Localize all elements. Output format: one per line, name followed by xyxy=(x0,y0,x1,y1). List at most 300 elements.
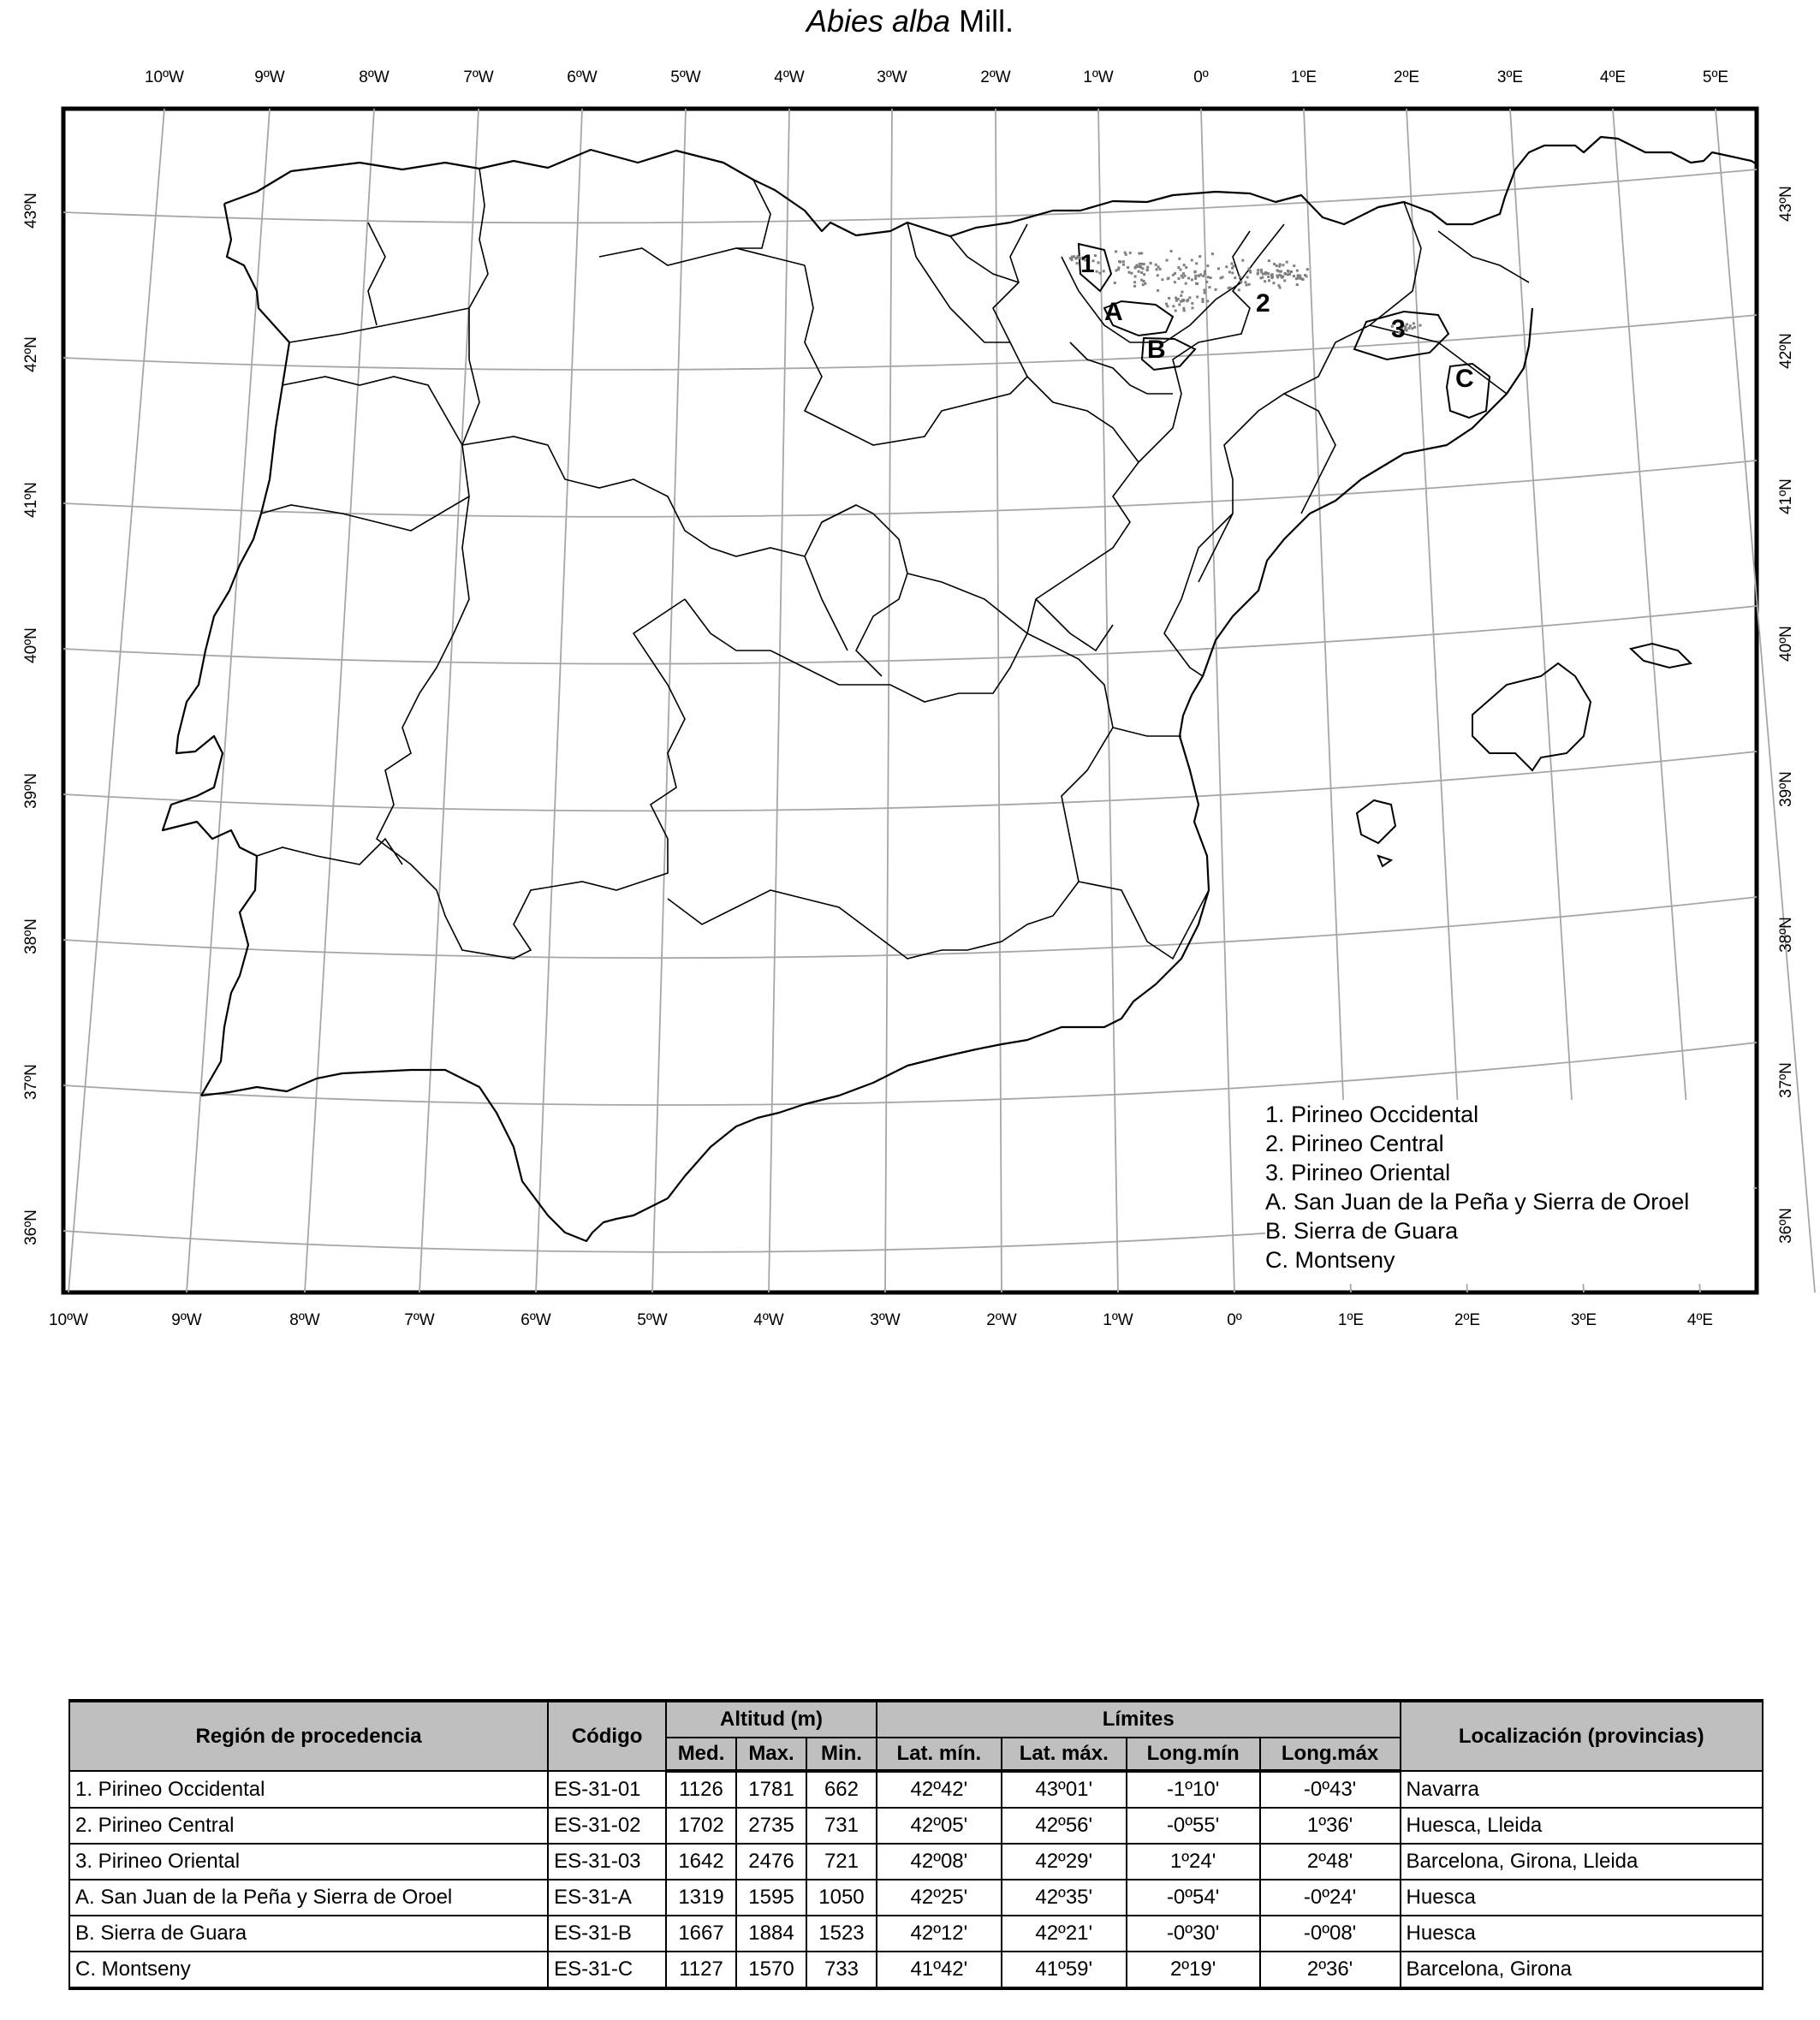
distribution-dot xyxy=(1280,270,1282,273)
longitude-label: 8ºW xyxy=(289,1311,320,1329)
coastline xyxy=(163,137,1757,1241)
distribution-dot xyxy=(1139,265,1141,268)
distribution-dot xyxy=(1195,262,1198,264)
cell-lat-min: 42º12' xyxy=(877,1916,1002,1952)
distribution-dot xyxy=(1411,327,1413,330)
cell-min: 1050 xyxy=(806,1880,877,1916)
distribution-dot xyxy=(1268,259,1270,262)
formentera xyxy=(1378,856,1391,866)
distribution-dot xyxy=(1198,255,1201,258)
cell-max: 1570 xyxy=(736,1952,806,1988)
distribution-dot xyxy=(1172,305,1175,307)
distribution-dot xyxy=(1248,283,1251,286)
distribution-dot xyxy=(1140,271,1143,274)
distribution-dot xyxy=(1204,270,1206,273)
distribution-dot xyxy=(1206,264,1209,267)
distribution-dot xyxy=(1182,307,1185,310)
longitude-label: 2ºW xyxy=(986,1311,1017,1329)
latitude-label: 40ºN xyxy=(22,627,40,663)
distribution-dot xyxy=(1257,269,1259,271)
distribution-dot xyxy=(1146,269,1149,271)
distribution-dot xyxy=(1194,277,1197,280)
distribution-dot xyxy=(1150,262,1152,264)
distribution-dot xyxy=(1199,273,1202,276)
distribution-dot xyxy=(1286,261,1288,264)
longitude-label: 7ºW xyxy=(463,68,494,86)
region-marker-A: A xyxy=(1104,298,1123,326)
distribution-dot xyxy=(1239,276,1241,278)
portugal-coast xyxy=(163,204,289,1096)
latitude-label: 39ºN xyxy=(22,773,40,809)
map-legend xyxy=(1265,1100,1753,1284)
distribution-dot xyxy=(1413,322,1415,324)
cell-code: ES-31-A xyxy=(548,1880,666,1916)
distribution-dot xyxy=(1268,279,1270,282)
distribution-areas xyxy=(1079,244,1490,418)
cell-lon-max: -0º08' xyxy=(1260,1916,1401,1952)
latitude-label: 43ºN xyxy=(1777,186,1795,222)
distribution-dot xyxy=(1133,281,1136,283)
distribution-dot xyxy=(1098,272,1101,275)
cell-lat-max: 42º56' xyxy=(1002,1808,1127,1844)
cell-lon-min: -1º10' xyxy=(1127,1771,1260,1808)
distribution-dot xyxy=(1140,263,1143,265)
distribution-dot xyxy=(1138,253,1140,255)
distribution-dot xyxy=(1301,277,1304,280)
cell-max: 2476 xyxy=(736,1844,806,1880)
distribution-dot xyxy=(1183,264,1186,266)
latitude-labels-left xyxy=(22,193,40,1245)
islands xyxy=(1357,644,1691,866)
latitude-label: 40ºN xyxy=(1777,626,1795,662)
distribution-dot xyxy=(1182,272,1185,275)
distribution-dot xyxy=(1124,252,1127,254)
cell-region: 3. Pirineo Oriental xyxy=(69,1844,548,1880)
distribution-dot xyxy=(1178,258,1181,260)
distribution-dot xyxy=(1144,282,1146,285)
distribution-dot xyxy=(1182,300,1185,302)
longitude-label: 8ºW xyxy=(359,68,390,86)
distribution-dot xyxy=(1217,267,1220,270)
species-name: Abies alba xyxy=(806,3,951,39)
longitude-label: 4ºW xyxy=(774,68,805,86)
cell-code: ES-31-C xyxy=(548,1952,666,1988)
species-author: Mill. xyxy=(959,3,1014,39)
distribution-dot xyxy=(1185,282,1187,285)
header-lat-max: Lat. máx. xyxy=(1002,1738,1127,1771)
distribution-dot xyxy=(1178,277,1181,280)
distribution-dot xyxy=(1297,276,1300,279)
distribution-dot xyxy=(1168,297,1170,300)
cell-med: 1642 xyxy=(666,1844,736,1880)
longitude-label: 3ºE xyxy=(1570,1311,1597,1329)
distribution-dot xyxy=(1156,268,1158,270)
header-med: Med. xyxy=(666,1738,736,1771)
distribution-dot xyxy=(1117,266,1120,269)
ibiza xyxy=(1357,800,1395,843)
latitude-label: 41ºN xyxy=(22,482,40,518)
legend-item: C. Montseny xyxy=(1265,1247,1395,1273)
latitude-label: 37ºN xyxy=(22,1064,40,1100)
distribution-dot xyxy=(1267,272,1270,275)
longitude-label: 2ºW xyxy=(980,68,1011,86)
cell-max: 1595 xyxy=(736,1880,806,1916)
cell-code: ES-31-01 xyxy=(548,1771,666,1808)
peninsula-coast xyxy=(224,137,1757,236)
province-borders xyxy=(257,169,1529,959)
distribution-dot xyxy=(1205,281,1208,283)
distribution-dot xyxy=(1075,258,1078,260)
distribution-dot xyxy=(1260,269,1263,271)
cell-lon-max: -0º43' xyxy=(1260,1771,1401,1808)
distribution-dot xyxy=(1096,270,1098,273)
cell-lat-min: 41º42' xyxy=(877,1952,1002,1988)
region-marker-2: 2 xyxy=(1256,289,1270,318)
header-lon-min: Long.mín xyxy=(1127,1738,1260,1771)
distribution-dot xyxy=(1070,258,1073,261)
cell-lon-min: 2º19' xyxy=(1127,1952,1260,1988)
map-title xyxy=(0,2,1820,41)
cell-min: 662 xyxy=(806,1771,877,1808)
distribution-dot xyxy=(1293,264,1295,267)
longitude-label: 4ºW xyxy=(753,1311,784,1329)
distribution-dot xyxy=(1191,278,1193,281)
distribution-dot xyxy=(1283,279,1286,282)
distribution-dot xyxy=(1201,298,1204,300)
distribution-dot xyxy=(1143,263,1145,265)
table-row xyxy=(69,1844,1763,1880)
distribution-dot xyxy=(1097,261,1100,264)
distribution-dot xyxy=(1103,270,1105,272)
distribution-dot xyxy=(1183,309,1186,312)
distribution-dot xyxy=(1260,271,1263,274)
distribution-dot xyxy=(1276,264,1278,267)
distribution-dot xyxy=(1071,256,1074,258)
distribution-dot xyxy=(1128,271,1131,274)
distribution-dot xyxy=(1246,284,1248,287)
cell-lat-min: 42º25' xyxy=(877,1880,1002,1916)
header-lon-max: Long.máx xyxy=(1260,1738,1401,1771)
distribution-dot xyxy=(1076,262,1079,264)
distribution-dot xyxy=(1246,276,1249,278)
cell-location: Barcelona, Girona, Lleida xyxy=(1401,1844,1763,1880)
distribution-dot xyxy=(1133,285,1136,288)
distribution-dot xyxy=(1130,272,1133,275)
cell-max: 1781 xyxy=(736,1771,806,1808)
distribution-dot xyxy=(1413,326,1416,329)
cell-med: 1667 xyxy=(666,1916,736,1952)
distribution-dot xyxy=(1228,270,1231,273)
cell-lon-min: -0º55' xyxy=(1127,1808,1260,1844)
distribution-dot xyxy=(1186,300,1188,302)
distribution-dot xyxy=(1278,265,1281,268)
legend-item: 2. Pirineo Central xyxy=(1265,1131,1444,1156)
table-row xyxy=(69,1880,1763,1916)
header-location: Localización (provincias) xyxy=(1401,1701,1763,1771)
cell-lon-min: 1º24' xyxy=(1127,1844,1260,1880)
cell-max: 1884 xyxy=(736,1916,806,1952)
longitude-label: 5ºW xyxy=(637,1311,668,1329)
distribution-dot xyxy=(1194,275,1197,277)
distribution-dot xyxy=(1161,278,1163,281)
distribution-dot xyxy=(1114,282,1116,284)
cell-lat-max: 41º59' xyxy=(1002,1952,1127,1988)
distribution-dot xyxy=(1180,269,1182,271)
distribution-dot xyxy=(1288,273,1291,276)
distribution-dot xyxy=(1118,260,1121,263)
cell-region: A. San Juan de la Peña y Sierra de Oroel xyxy=(69,1880,548,1916)
distribution-dot xyxy=(1192,306,1194,309)
cell-lat-min: 42º42' xyxy=(877,1771,1002,1808)
table-row xyxy=(69,1808,1763,1844)
legend-item: 1. Pirineo Occidental xyxy=(1265,1102,1479,1127)
distribution-dot xyxy=(1249,271,1252,274)
distribution-dot xyxy=(1306,268,1309,270)
distribution-dot xyxy=(1155,264,1157,266)
distribution-dot xyxy=(1277,270,1280,272)
distribution-dot xyxy=(1210,276,1212,279)
distribution-dot xyxy=(1419,324,1422,327)
cell-lat-max: 43º01' xyxy=(1002,1771,1127,1808)
distribution-dot xyxy=(1273,282,1276,284)
longitude-labels-bottom xyxy=(49,1311,1713,1329)
distribution-dot xyxy=(1270,276,1273,279)
distribution-dot xyxy=(1157,265,1160,268)
distribution-dot xyxy=(1225,265,1228,268)
cell-min: 731 xyxy=(806,1808,877,1844)
cell-lon-min: -0º54' xyxy=(1127,1880,1260,1916)
distribution-dot xyxy=(1278,284,1281,287)
distribution-dot xyxy=(1238,288,1240,291)
distribution-dot xyxy=(1191,302,1193,305)
latitude-label: 39ºN xyxy=(1777,771,1795,807)
longitude-label: 4ºE xyxy=(1686,1311,1714,1329)
distribution-dot xyxy=(1240,281,1242,283)
distribution-dot xyxy=(1115,250,1117,253)
distribution-dot xyxy=(1175,310,1177,312)
longitude-label: 1ºW xyxy=(1083,68,1114,86)
region-marker-C: C xyxy=(1455,365,1474,393)
distribution-dot xyxy=(1206,300,1209,302)
distribution-dot xyxy=(1195,282,1198,285)
latitude-label: 41ºN xyxy=(1777,478,1795,514)
distribution-dot xyxy=(1406,323,1408,325)
distribution-dot xyxy=(1204,292,1206,294)
distribution-dot xyxy=(1259,276,1262,279)
longitude-label: 7ºW xyxy=(404,1311,435,1329)
cell-lon-min: -0º30' xyxy=(1127,1916,1260,1952)
legend-item: 3. Pirineo Oriental xyxy=(1265,1160,1451,1185)
cell-location: Huesca xyxy=(1401,1880,1763,1916)
distribution-dot xyxy=(1181,291,1183,294)
distribution-dot xyxy=(1196,295,1198,298)
distribution-dot xyxy=(1202,275,1204,277)
longitude-label: 6ºW xyxy=(520,1311,551,1329)
table-row xyxy=(69,1916,1763,1952)
longitude-label: 10ºW xyxy=(48,1311,89,1329)
distribution-dot xyxy=(1166,259,1169,262)
distribution-dot xyxy=(1157,289,1159,292)
cell-location: Huesca xyxy=(1401,1916,1763,1952)
distribution-dot xyxy=(1127,266,1129,269)
distribution-dot xyxy=(1142,267,1145,270)
table-row xyxy=(69,1771,1763,1808)
distribution-dot xyxy=(1267,276,1270,278)
cell-location: Barcelona, Girona xyxy=(1401,1952,1763,1988)
distribution-dot xyxy=(1191,259,1193,262)
header-limits: Límites xyxy=(877,1701,1401,1738)
distribution-dot xyxy=(1257,271,1259,274)
cell-min: 1523 xyxy=(806,1916,877,1952)
distribution-dot xyxy=(1174,281,1176,283)
distribution-dot xyxy=(1185,266,1187,269)
distribution-dot xyxy=(1146,266,1149,269)
longitude-label: 0º xyxy=(1193,68,1209,86)
longitude-label: 1ºE xyxy=(1290,68,1317,86)
cell-med: 1702 xyxy=(666,1808,736,1844)
mallorca xyxy=(1472,663,1591,770)
cell-region: B. Sierra de Guara xyxy=(69,1916,548,1952)
longitude-label: 10ºW xyxy=(144,68,185,86)
distribution-dot xyxy=(1234,276,1236,279)
cell-region: C. Montseny xyxy=(69,1952,548,1988)
distribution-dot xyxy=(1408,327,1411,330)
distribution-dot xyxy=(1122,264,1125,266)
distribution-dot xyxy=(1177,298,1180,300)
longitude-label: 5ºW xyxy=(670,68,701,86)
distribution-dot xyxy=(1134,276,1137,278)
distribution-dot xyxy=(1215,288,1217,291)
longitude-label: 3ºW xyxy=(877,68,907,86)
cell-min: 733 xyxy=(806,1952,877,1988)
legend-item: A. San Juan de la Peña y Sierra de Oroel xyxy=(1265,1189,1690,1215)
cell-lon-max: 2º48' xyxy=(1260,1844,1401,1880)
distribution-dot xyxy=(1172,274,1175,276)
cell-code: ES-31-03 xyxy=(548,1844,666,1880)
longitude-label: 5ºE xyxy=(1702,68,1729,86)
longitude-label: 4ºE xyxy=(1599,68,1627,86)
distribution-dot xyxy=(1231,267,1234,270)
distribution-dot xyxy=(1273,263,1276,265)
latitude-labels-right xyxy=(1777,186,1795,1244)
distribution-dot xyxy=(1290,270,1293,273)
region-marker-1: 1 xyxy=(1080,250,1095,278)
provenance-table xyxy=(68,1699,1763,1990)
distribution-dot xyxy=(1166,305,1169,307)
longitude-label: 6ºW xyxy=(567,68,598,86)
cell-med: 1127 xyxy=(666,1952,736,1988)
distribution-dot xyxy=(1222,276,1224,278)
distribution-dot xyxy=(1175,297,1177,300)
cell-location: Huesca, Lleida xyxy=(1401,1808,1763,1844)
latitude-label: 43ºN xyxy=(22,193,40,229)
distribution-dot xyxy=(1281,276,1283,279)
distribution-dot xyxy=(1264,271,1267,274)
distribution-dot xyxy=(1188,296,1191,299)
cell-location: Navarra xyxy=(1401,1771,1763,1808)
header-code: Código xyxy=(548,1701,666,1771)
cell-code: ES-31-02 xyxy=(548,1808,666,1844)
distribution-dot xyxy=(1208,286,1210,288)
distribution-dot xyxy=(1231,271,1234,274)
latitude-label: 38ºN xyxy=(22,918,40,954)
latitude-label: 38ºN xyxy=(1777,917,1795,953)
distribution-dot xyxy=(1293,275,1295,277)
distribution-dot xyxy=(1134,267,1137,270)
header-region: Región de procedencia xyxy=(69,1701,548,1771)
distribution-dot xyxy=(1296,283,1299,286)
distribution-dot xyxy=(1228,287,1230,289)
distribution-dot xyxy=(1167,277,1169,280)
distribution-dot xyxy=(1165,303,1168,306)
latitude-label: 36ºN xyxy=(22,1209,40,1245)
distribution-dot xyxy=(1140,279,1143,282)
header-altitude: Altitud (m) xyxy=(666,1701,877,1738)
distribution-dot xyxy=(1129,252,1132,254)
distribution-dot xyxy=(1194,270,1197,273)
region-marker-B: B xyxy=(1147,336,1166,364)
distribution-dot xyxy=(1170,250,1173,253)
longitude-label: 9ºW xyxy=(254,68,285,86)
distribution-dot xyxy=(1287,270,1289,272)
region-marker-3: 3 xyxy=(1391,315,1406,343)
cell-med: 1126 xyxy=(666,1771,736,1808)
distribution-dot xyxy=(1122,260,1125,263)
distribution-dot xyxy=(1157,274,1159,276)
longitude-label: 2ºE xyxy=(1393,68,1420,86)
longitude-label: 9ºW xyxy=(171,1311,202,1329)
legend-item: B. Sierra de Guara xyxy=(1265,1218,1459,1244)
cell-lat-max: 42º35' xyxy=(1002,1880,1127,1916)
distribution-dot xyxy=(1282,264,1284,266)
distribution-dot xyxy=(1247,268,1250,270)
longitude-labels-top xyxy=(145,68,1728,86)
distribution-dot xyxy=(1138,270,1140,273)
cell-region: 2. Pirineo Central xyxy=(69,1808,548,1844)
longitude-label: 3ºW xyxy=(870,1311,901,1329)
distribution-dot xyxy=(1276,275,1278,277)
cell-code: ES-31-B xyxy=(548,1916,666,1952)
longitude-label: 0º xyxy=(1227,1311,1242,1329)
distribution-dot xyxy=(1264,280,1266,282)
cell-min: 721 xyxy=(806,1844,877,1880)
distribution-dot xyxy=(1135,264,1138,267)
distribution-dot xyxy=(1202,300,1204,303)
longitude-label: 1ºE xyxy=(1337,1311,1365,1329)
cell-lon-max: 2º36' xyxy=(1260,1952,1401,1988)
distribution-dot xyxy=(1180,294,1182,297)
cell-lat-max: 42º29' xyxy=(1002,1844,1127,1880)
cell-lat-max: 42º21' xyxy=(1002,1916,1127,1952)
latitude-label: 36ºN xyxy=(1777,1208,1795,1244)
latitude-label: 37ºN xyxy=(1777,1062,1795,1098)
distribution-dot xyxy=(1143,273,1145,276)
longitude-label: 2ºE xyxy=(1454,1311,1481,1329)
cell-region: 1. Pirineo Occidental xyxy=(69,1771,548,1808)
distribution-dot xyxy=(1245,281,1247,283)
distribution-dot xyxy=(1306,275,1308,277)
distribution-dot xyxy=(1197,275,1199,277)
distribution-dot xyxy=(1211,253,1214,255)
distribution-dot xyxy=(1204,272,1206,275)
longitude-label: 1ºW xyxy=(1103,1311,1133,1329)
cell-max: 2735 xyxy=(736,1808,806,1844)
distribution-dot xyxy=(1204,288,1206,291)
latitude-label: 42ºN xyxy=(22,336,40,372)
cell-lon-max: 1º36' xyxy=(1260,1808,1401,1844)
distribution-dot xyxy=(1076,255,1079,258)
distribution-dot xyxy=(1178,303,1181,306)
